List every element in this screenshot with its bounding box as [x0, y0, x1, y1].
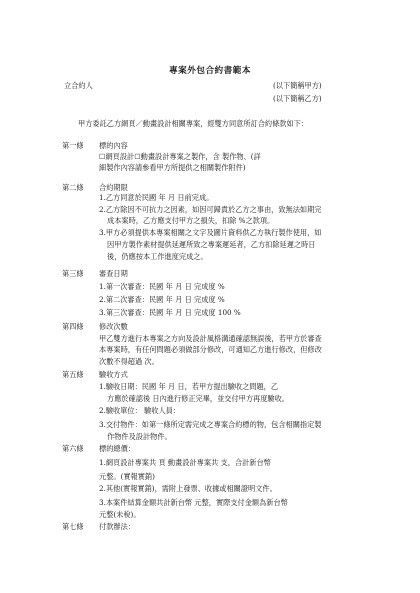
contract-title: 專案外包合約書範本: [169, 66, 251, 76]
article-6-heading: 標的總價：: [99, 444, 135, 453]
article-2-line-6: 後，仍應按本工作進度完成之。: [107, 252, 208, 261]
party-b-note: (以下簡稱乙方): [273, 94, 322, 103]
party-a-note: (以下簡稱甲方): [273, 81, 322, 90]
article-5-line-3: 2.驗收單位： 驗收人員：: [99, 406, 181, 415]
article-7-heading: 付款辦法：: [99, 522, 135, 531]
article-6-line-3: 2.其他(實報實銷)，需附上發票、收據或相關證明文件。: [99, 484, 277, 493]
article-4-line-3: 次數不得超過 次。: [99, 357, 159, 366]
article-4-heading: 修改次數: [99, 322, 128, 331]
article-5-line-4: 3.交付物件：如第一條所定需完成之專案合約標的物，包含相關指定製: [99, 420, 322, 429]
article-2-line-3: 成本案時，乙方應支付甲方之損失，扣除 %之款項。: [107, 216, 275, 225]
article-2-line-4: 3.甲方必須提供本專案相關之文字及圖片資料供乙方執行製作使用，如: [99, 228, 322, 237]
article-6-line-1: 1.網頁設計專案共 頁 動畫設計專案共 支，合計新台幣: [99, 458, 271, 467]
article-6-number: 第六條: [62, 444, 84, 453]
article-1-number: 第一條: [62, 141, 84, 150]
article-3-number: 第三條: [62, 269, 84, 278]
article-5-number: 第五條: [62, 370, 84, 379]
article-1-line-2: 細製作內容請參看甲方所提供之相關製作附件): [99, 163, 246, 172]
article-2-line-2: 2.乙方除因不可抗力之因素，如因可歸責於乙方之事由，致無法如期完: [99, 205, 322, 214]
article-4-line-2: 本專案時，有任何問題必須做部分修改，可通知乙方進行修改，但修改: [99, 345, 322, 354]
article-3-line-1: 1.第一次審查：民國 年 月 日 完成度 %: [99, 282, 225, 291]
article-6-line-2: 元整。(實報實銷): [99, 472, 155, 481]
article-7-number: 第七條: [62, 522, 84, 531]
article-6-line-4: 3.本案件結算金額共計新台幣 元整，實際支付金額為新台幣: [99, 498, 288, 507]
article-2-line-1: 1.乙方同意於民國 年 月 日前完成。: [99, 193, 214, 202]
party-label: 立合約人: [64, 81, 93, 90]
article-5-line-2: 方應於確認後 日內進行修正完畢，並交付甲方再度驗收。: [107, 394, 289, 403]
article-1-line-1: ☐網頁設計☐動畫設計專案之製作，含 製作物、(詳: [99, 152, 261, 161]
article-1-heading: 標的內容: [99, 141, 128, 150]
article-3-heading: 審查日期: [99, 269, 128, 278]
article-4-line-1: 甲乙雙方進行本專案之方向及設計風格溝通確認無誤後，若甲方於審查: [99, 334, 322, 343]
preamble: 甲方委託乙方網頁／動畫設計相關專案，經雙方同意所訂合約條款如下：: [78, 119, 309, 128]
article-5-line-5: 作物件及設計物件。: [107, 432, 172, 441]
article-3-line-3: 3.第三次審查：民國 年 月 日 完成度 100 %: [99, 308, 241, 317]
article-2-line-5: 因甲方製作素材提供延遲所致之專案遲延者，乙方扣除延遲之時日: [107, 240, 316, 249]
article-5-heading: 驗收方式: [99, 370, 128, 379]
article-2-heading: 合約期限: [99, 183, 128, 192]
article-3-line-2: 2.第二次審查：民國 年 月 日 完成度 %: [99, 295, 225, 304]
article-5-line-1: 1.驗收日期：民國 年 月 日，若甲方提出驗收之問題，乙: [99, 382, 279, 391]
article-4-number: 第四條: [62, 322, 84, 331]
article-2-number: 第二條: [62, 183, 84, 192]
article-6-line-5: 元整(未稅)。: [99, 510, 141, 519]
